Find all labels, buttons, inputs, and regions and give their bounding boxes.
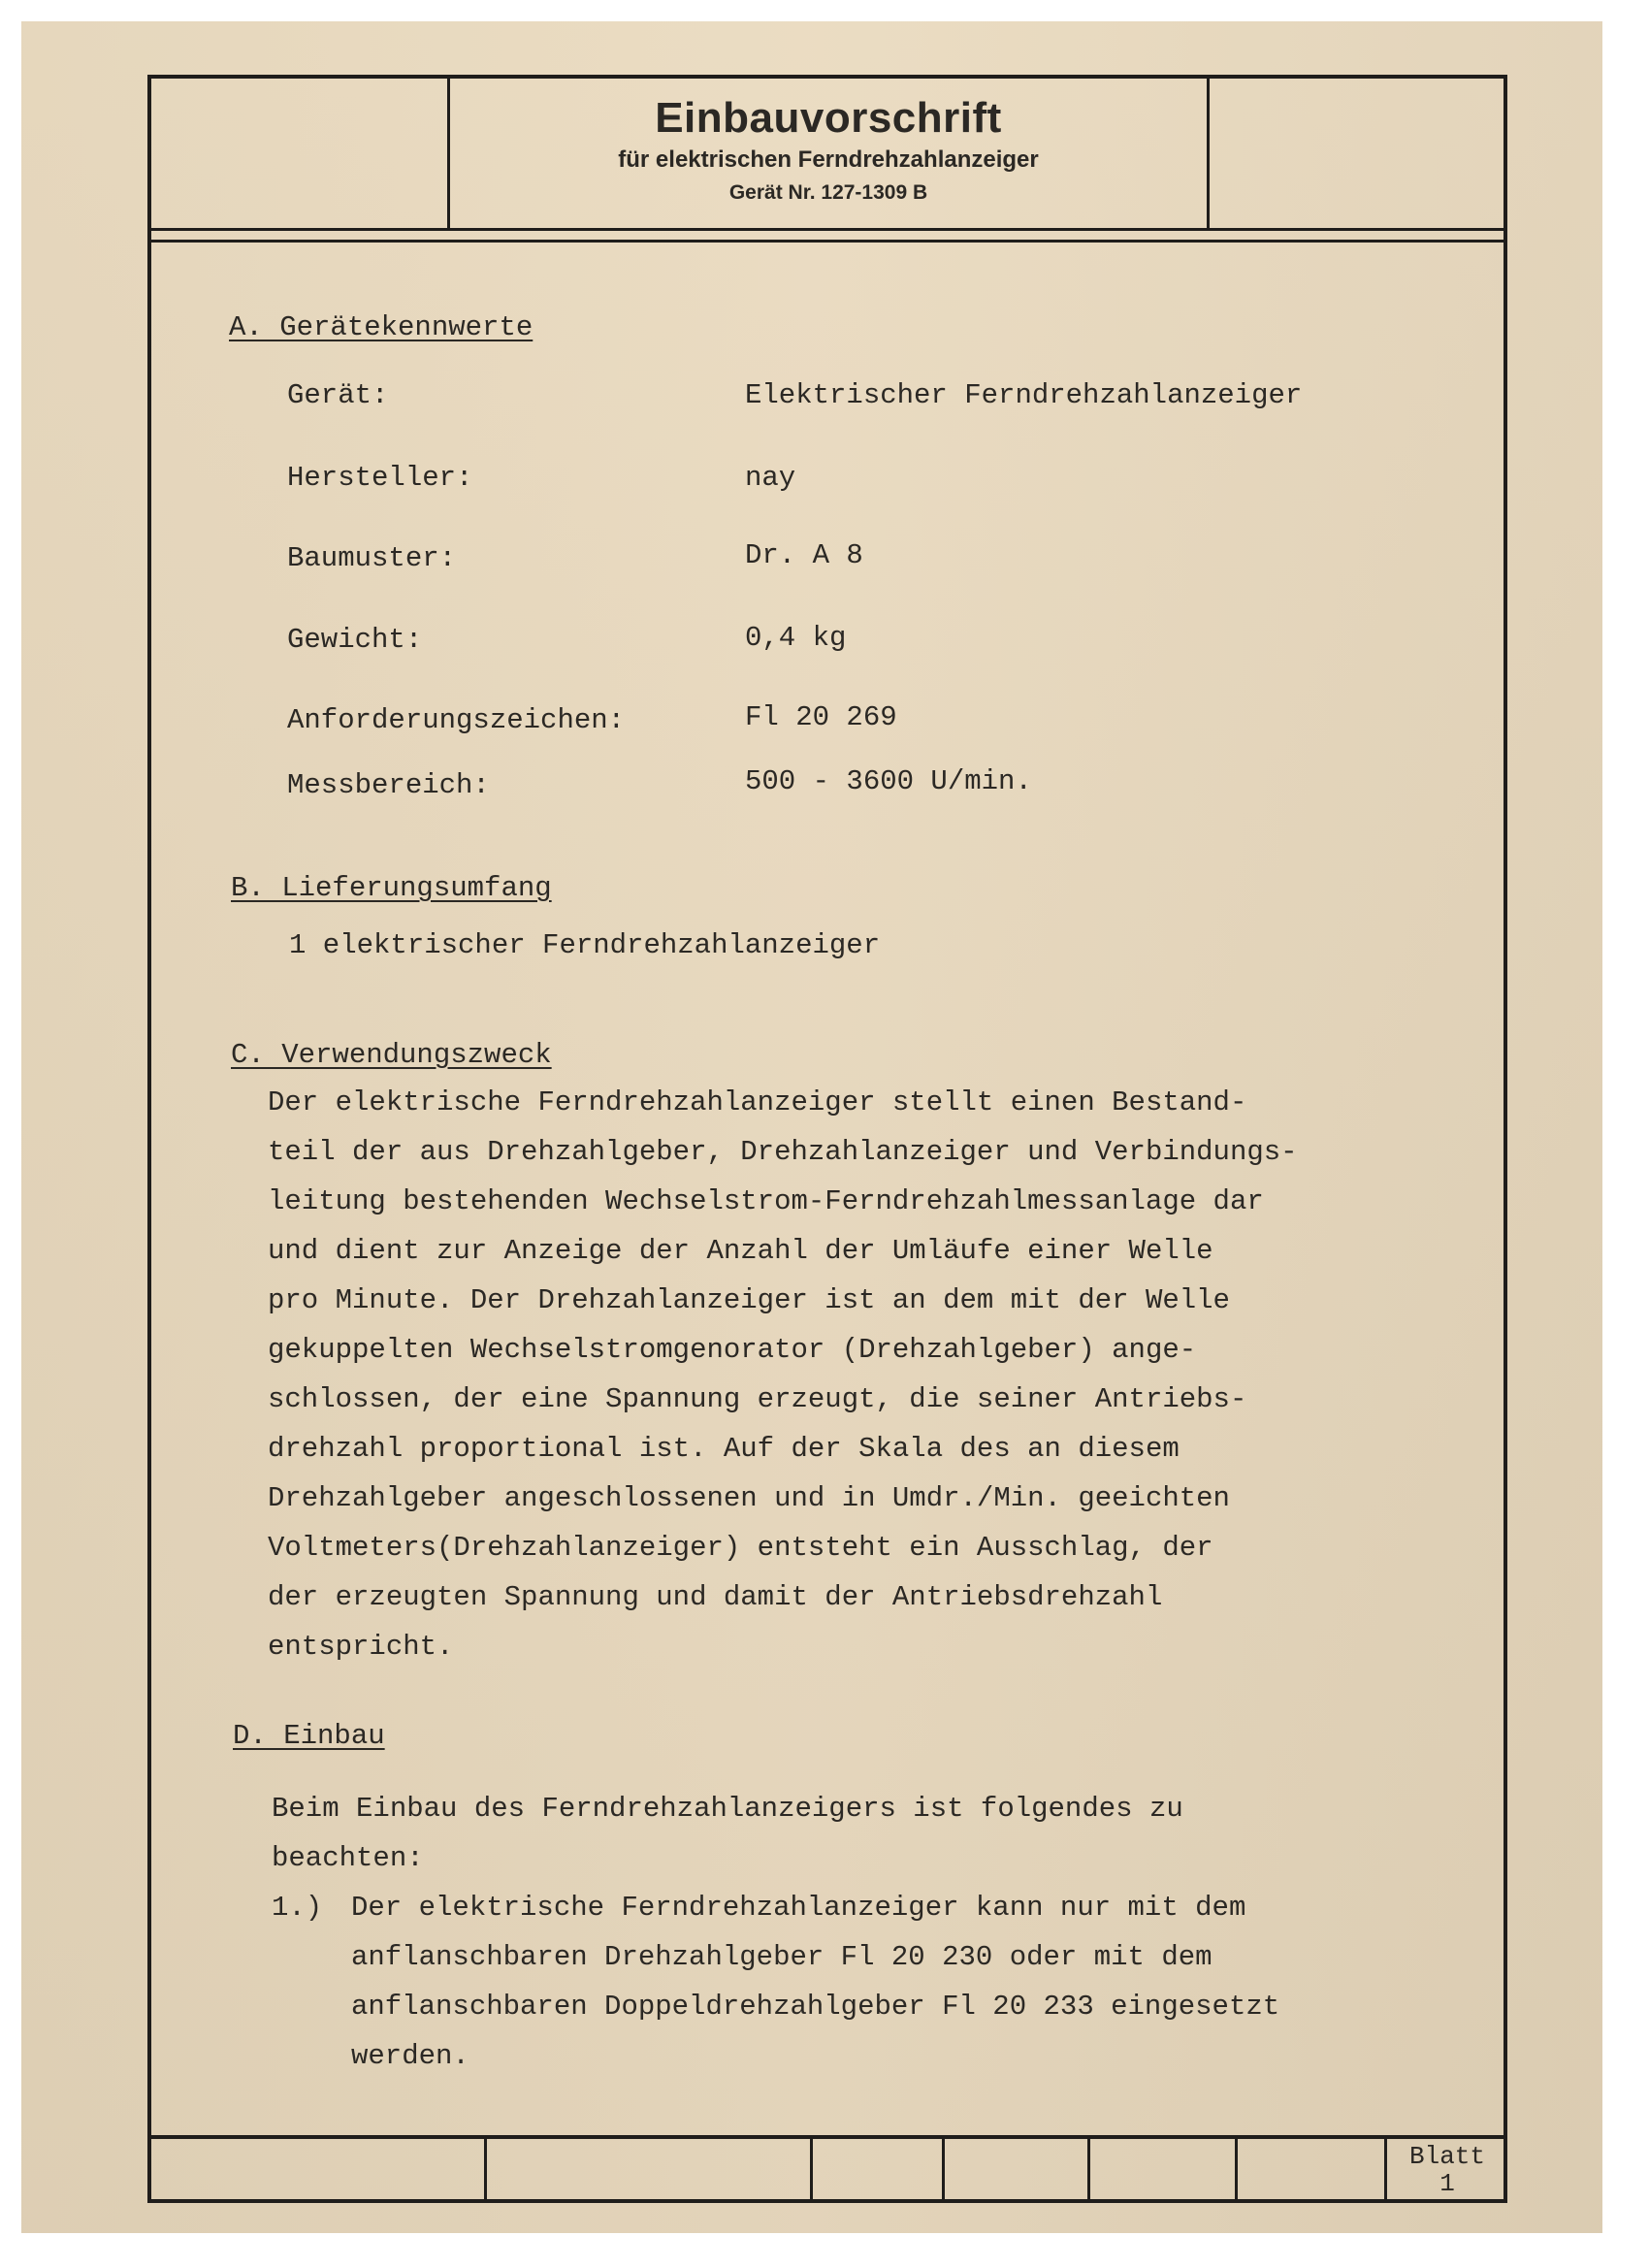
section-d-item-text: Der elektrische Ferndrehzahlanzeiger kann nur mit dem anflanschbaren Drehzahlgeber Fl 20 230 oder mit dem anflanschbaren Doppeldrehzahlgeber Fl 20 233 eingesetzt werden. [351,1892,1280,2072]
spec-label-anforderungszeichen: Anforderungszeichen: [287,704,626,736]
footer-table [151,2135,1504,2203]
sheet-label: Blatt [1408,2142,1485,2171]
footer-cell [1238,2139,1387,2203]
spec-value-messbereich: 500 - 3600 U/min. [745,765,1032,797]
spec-value-gewicht: 0,4 kg [745,622,847,654]
spec-value-hersteller: nay [745,462,796,494]
footer-cell [813,2139,945,2203]
document-frame [147,75,1507,2203]
document-title: Einbauvorschrift [655,94,1002,142]
section-d-heading: D. Einbau [233,1720,385,1752]
header-title-box [450,79,1207,231]
header-band [151,231,1504,243]
footer-cell [1090,2139,1238,2203]
paper-sheet [21,21,1602,2233]
document-subtitle: für elektrischen Ferndrehzahlanzeiger [618,146,1039,173]
footer-cell [487,2139,813,2203]
spec-label-baumuster: Baumuster: [287,542,457,574]
section-d-intro: Beim Einbau des Ferndrehzahlanzeigers ist folgendes zu beachten: [272,1793,1183,1874]
spec-label-geraet: Gerät: [287,379,389,411]
spec-label-hersteller: Hersteller: [287,462,473,494]
footer-cell [151,2139,487,2203]
section-b-text: 1 elektrischer Ferndrehzahlanzeiger [289,929,881,961]
section-d-item-number: 1.) [272,1892,323,1924]
section-c-heading: C. Verwendungszweck [231,1039,552,1071]
sheet-number-box [1399,2143,1496,2197]
spec-value-anforderungszeichen: Fl 20 269 [745,701,897,733]
section-b-heading: B. Lieferungsumfang [231,872,552,904]
section-a-heading: A. Gerätekennwerte [229,311,534,343]
spec-value-baumuster: Dr. A 8 [745,539,863,571]
footer-cell [945,2139,1090,2203]
header-left-box [151,79,450,231]
device-number: Gerät Nr. 127-1309 B [728,181,928,204]
spec-value-geraet: Elektrischer Ferndrehzahlanzeiger [745,379,1303,411]
header-right-box [1207,79,1504,231]
spec-label-gewicht: Gewicht: [287,624,423,656]
sheet-number: 1 [1439,2169,1455,2198]
section-c-text: Der elektrische Ferndrehzahlanzeiger stellt einen Bestand- teil der aus Drehzahlgeber, Drehzahlanzeiger und Verbindungs- leitung bestehenden Wechselstrom-Ferndrehzahlmessanlage dar und dient zur Anzeige der Anzahl der Umläufe einer Welle pro Minute. Der Drehzahlanzeiger ist an dem mit der Welle gekuppelten Wechselstromgenorator (Drehzahlgeber) ange- schlossen, der eine Spannung erzeugt, die seiner Antriebs- drehzahl proportional ist. Auf der Skala des an diesem Drehzahlgeber angeschlossenen und in Umdr./Min. geeichten Voltmeters(Drehzahlanzeiger) entsteht ein Ausschlag, der der erzeugten Spannung und damit der Antriebsdrehzahl entspricht. [268,1086,1298,1663]
spec-label-messbereich: Messbereich: [287,769,490,801]
